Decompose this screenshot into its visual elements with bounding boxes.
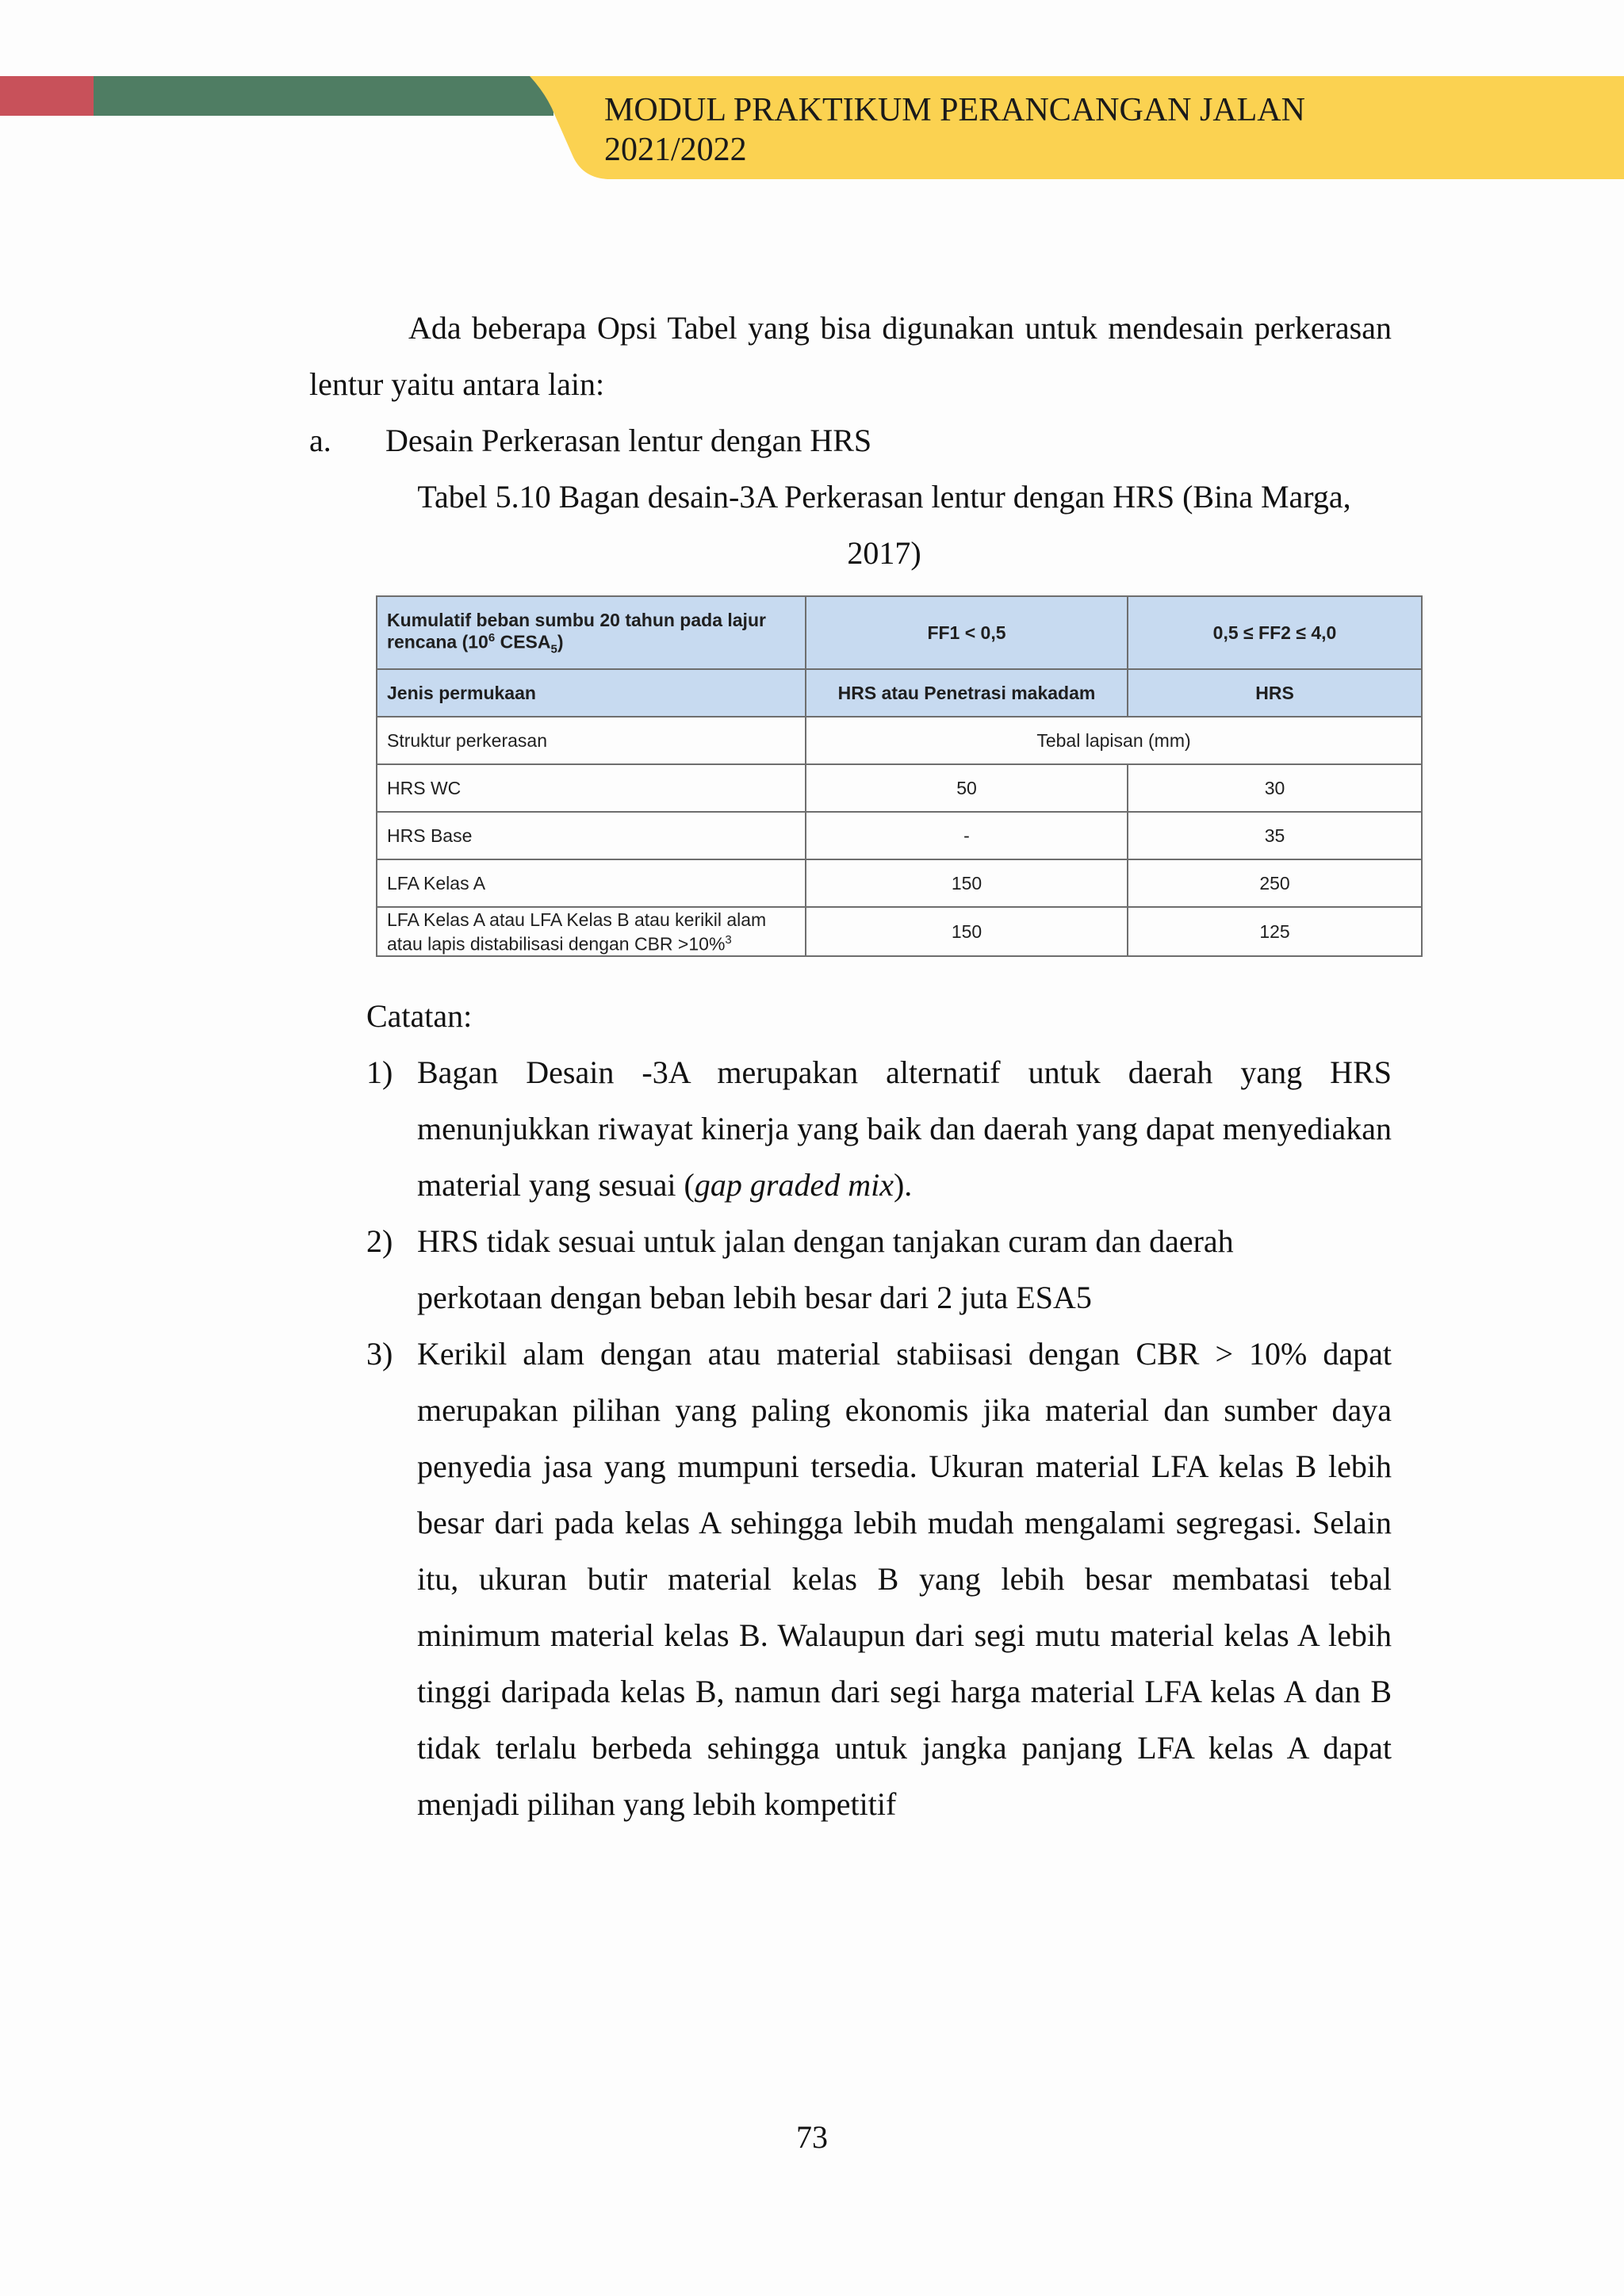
table-row bbox=[377, 764, 1422, 812]
header-cell-load bbox=[377, 596, 806, 669]
note-text bbox=[417, 1213, 1392, 1326]
note-text bbox=[417, 1044, 1392, 1213]
header-cell-ff2: 0,5 ≤ FF2 ≤ 4,0 bbox=[1128, 596, 1422, 669]
row-label bbox=[377, 907, 806, 956]
row-value-ff2: 30 bbox=[1128, 764, 1422, 812]
row-value-ff2: 35 bbox=[1128, 812, 1422, 859]
note-item bbox=[366, 1326, 1392, 1832]
table-row bbox=[377, 812, 1422, 859]
row-label-line2: atau lapis distabilisasi dengan CBR >10% bbox=[387, 933, 726, 955]
row-value-ff1: 150 bbox=[806, 907, 1128, 956]
list-marker: a. bbox=[309, 423, 331, 458]
row-label-sup: 3 bbox=[725, 932, 732, 947]
header-red-bar bbox=[0, 76, 94, 116]
table-row bbox=[377, 907, 1422, 956]
note-number: 3) bbox=[366, 1336, 393, 1372]
section-span: Tebal lapisan (mm) bbox=[806, 717, 1422, 764]
row-value-ff1: 150 bbox=[806, 859, 1128, 907]
header-cell-surface-ff1: HRS atau Penetrasi makadam bbox=[806, 669, 1128, 717]
header-cell-surface: Jenis permukaan bbox=[377, 669, 806, 717]
intro-paragraph: Ada beberapa Opsi Tabel yang bisa digunakan untuk mendesain perkerasan lentur yaitu antara lain: bbox=[309, 310, 1392, 402]
table-section-row bbox=[377, 717, 1422, 764]
row-label: HRS Base bbox=[377, 812, 806, 859]
note-text-line: perkotaan dengan beban lebih besar dari 2 juta ESA5 bbox=[417, 1280, 1092, 1315]
row-label: HRS WC bbox=[377, 764, 806, 812]
note-number: 2) bbox=[366, 1223, 393, 1259]
section-label: Struktur perkerasan bbox=[377, 717, 806, 764]
note-text-part: Bagan Desain -3A merupakan alternatif untuk daerah yang HRS menunjukkan riwayat kinerja yang baik dan daerah yang dapat menyediakan material yang sesuai ( bbox=[417, 1054, 1392, 1203]
note-number: 1) bbox=[366, 1054, 393, 1090]
page-header bbox=[0, 0, 1624, 190]
table-header-row bbox=[377, 596, 1422, 669]
row-value-ff1: 50 bbox=[806, 764, 1128, 812]
header-load-cesa: CESA bbox=[495, 631, 551, 652]
header-load-end: ) bbox=[557, 631, 564, 652]
list-item-a bbox=[309, 412, 1419, 469]
header-title: MODUL PRAKTIKUM PERANCANGAN JALAN 2021/2022 bbox=[604, 92, 1305, 168]
header-green-bar bbox=[94, 76, 553, 116]
row-value-ff1: - bbox=[806, 812, 1128, 859]
note-item bbox=[366, 1213, 1392, 1326]
row-label: LFA Kelas A bbox=[377, 859, 806, 907]
page-number: 73 bbox=[796, 2119, 828, 2155]
notes-list bbox=[366, 1044, 1392, 1832]
table-caption: Tabel 5.10 Bagan desain-3A Perkerasan lentur dengan HRS (Bina Marga, 2017) bbox=[417, 479, 1351, 571]
header-load-label: Kumulatif beban sumbu 20 tahun pada lajur rencana (10 bbox=[387, 609, 766, 652]
row-value-ff2: 125 bbox=[1128, 907, 1422, 956]
header-cell-surface-ff2: HRS bbox=[1128, 669, 1422, 717]
design-table bbox=[376, 595, 1423, 957]
header-load-sub: 5 bbox=[550, 642, 557, 656]
header-load-sup: 6 bbox=[488, 630, 496, 645]
row-value-ff2: 250 bbox=[1128, 859, 1422, 907]
table-row bbox=[377, 859, 1422, 907]
table-header-row bbox=[377, 669, 1422, 717]
note-text: Kerikil alam dengan atau material stabiisasi dengan CBR > 10% dapat merupakan pilihan yang paling ekonomis jika material dan sumber daya penyedia jasa yang mumpuni tersedia. Ukuran material LFA kelas B lebih besar dari pada kelas A sehingga lebih mudah mengalami segregasi. Selain itu, ukuran butir material kelas B yang lebih besar membatasi tebal minimum material kelas B. Walaupun dari segi mutu material kelas A lebih tinggi daripada kelas B, namun dari segi harga material LFA kelas A dan B tidak terlalu berbeda sehingga untuk jangka panjang LFA kelas A dapat menjadi pilihan yang lebih kompetitif bbox=[417, 1336, 1392, 1822]
list-item-text: Desain Perkerasan lentur dengan HRS bbox=[385, 423, 872, 458]
note-item bbox=[366, 1044, 1392, 1213]
note-text-line: HRS tidak sesuai untuk jalan dengan tanjakan curam dan daerah bbox=[417, 1223, 1234, 1259]
notes-heading: Catatan: bbox=[366, 998, 473, 1034]
row-label-line1: LFA Kelas A atau LFA Kelas B atau kerikil alam bbox=[387, 909, 767, 930]
note-text-italic: gap graded mix bbox=[694, 1167, 894, 1203]
header-cell-ff1: FF1 < 0,5 bbox=[806, 596, 1128, 669]
note-text-part: ). bbox=[893, 1167, 913, 1203]
